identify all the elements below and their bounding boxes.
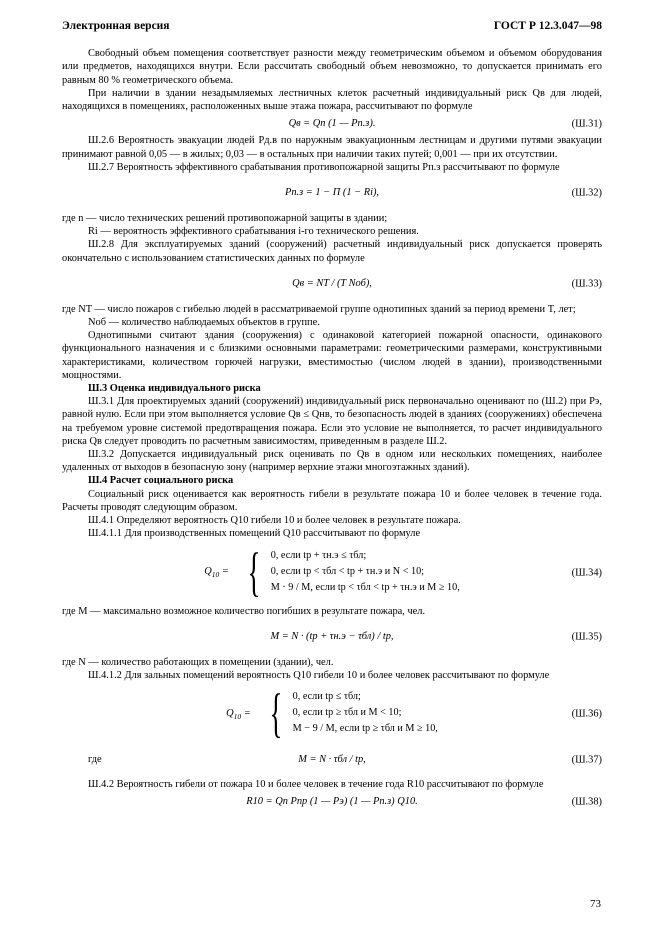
case-row: M − 9 / M, если tр ≥ τбл и M ≥ 10, [292, 723, 438, 735]
equation-number: (Ш.33) [571, 278, 602, 290]
header-right: ГОСТ Р 12.3.047—98 [493, 20, 602, 32]
section-heading: Ш.3 Оценка индивидуального риска [88, 383, 261, 395]
equation-33 [62, 269, 602, 299]
where-label: где [88, 754, 102, 766]
case-row: M · 9 / M, если tр < τбл < tр + τн.э и M ≥ 10, [270, 581, 460, 593]
equation-cases [271, 548, 460, 596]
section-heading: Ш.4 Расчет социального риска [88, 475, 234, 487]
equation-text: M = N · (tр + τн.э − τбл) / tр, [270, 630, 394, 642]
paragraph: Ш.2.8 Для эксплуатируемых зданий (сооружений) расчетный индивидуальный риск допускается проверять окончательно с использованием статистических данных по формуле [62, 239, 602, 264]
definition: Nоб — количество наблюдаемых объектов в группе. [88, 317, 320, 329]
equation-number: (Ш.35) [571, 631, 602, 643]
equation-36: $Q_{10}$ = { 0, если tр ≤ τбл; 0, если tр ≥ τбл и M < 10; M − 9 / M, если tр ≥ τбл и M ≥ 10, (Ш.36) [226, 683, 602, 744]
page-number: 73 [590, 898, 601, 910]
paragraph: Ш.4.1.2 Для зальных помещений вероятность Q10 гибели 10 и более человек рассчитывают по формуле [88, 669, 550, 681]
equation-text: Qв = Qп (1 — Pп.з). [288, 118, 376, 130]
equation-text: M = N · τбл / tр, [298, 754, 366, 766]
equation-text: R10 = Qп Pпр (1 — Pэ) (1 — Pп.з) Q10. [246, 796, 418, 808]
equation-number: (Ш.36) [571, 708, 602, 720]
case-row: 0, если tр + τн.э ≤ τбл; [270, 549, 367, 561]
paragraph: Ш.2.7 Вероятность эффективного срабатывания противопожарной защиты Pп.з рассчитывают по формуле [88, 161, 560, 173]
definition: где NT — число пожаров с гибелью людей в рассматриваемой группе однотипных зданий за период времени T, лет; [62, 303, 576, 315]
case-row: 0, если tр < τбл < tр + τн.э и N < 10; [270, 565, 424, 577]
paragraph: Ш.4.1 Определяют вероятность Q10 гибели 10 и более человек в результате пожара. [88, 515, 461, 527]
equation-35 [62, 622, 602, 652]
equation-34: $Q_{10}$ = { 0, если tр + τн.э ≤ τбл; 0, если tр < τбл < tр + τн.э и N < 10; M · 9 / M, если tр < τбл < tр + τн.э и M ≥ 10, (Ш.34) [204, 541, 602, 602]
case-row: 0, если tр ≤ τбл; [292, 691, 361, 703]
definition: где M — максимально возможное количество погибших в результате пожара, чел. [62, 605, 426, 617]
paragraph: Ш.4.2 Вероятность гибели от пожара 10 и более человек в течение года R10 рассчитывают по формуле [88, 779, 544, 791]
equation-37 [62, 746, 602, 774]
definition: где n — число технических решений противопожарной защиты в здании; [62, 213, 388, 225]
paragraph: При наличии в здании незадымляемых лестничных клеток расчетный индивидуальный риск Qв для людей, находящихся в помещениях, расположенных выше этажа пожара, рассчитывают по формуле [62, 87, 602, 113]
equation-31 [62, 117, 602, 130]
equation-number: (Ш.38) [571, 796, 602, 808]
page-header [62, 20, 602, 33]
equation-38 [62, 795, 602, 808]
equation-number: (Ш.37) [571, 754, 602, 766]
equation-text: Pп.з = 1 − Π (1 − Ri), [284, 187, 380, 199]
equation-32 [62, 178, 602, 208]
paragraph: Свободный объем помещения соответствует разности между геометрическим объемом и объемом оборудования или предметов, находящихся внутри. Если рассчитать свободный объем невозможно, то допускается принимать его равным 80 % геометрического объема. [62, 48, 602, 86]
case-row: 0, если tр ≥ τбл и M < 10; [292, 707, 402, 719]
document-page [62, 20, 602, 813]
equation-number: (Ш.31) [571, 118, 602, 130]
paragraph: Ш.4.1.1 Для производственных помещений Q10 рассчитывают по формуле [88, 528, 421, 540]
equation-cases [293, 689, 438, 737]
equation-number: (Ш.32) [571, 187, 602, 199]
equation-text: Qв = NT / (T Nоб), [292, 277, 372, 289]
paragraph: Ш.3.2 Допускается индивидуальный риск оценивать по Qв в одном или нескольких помещениях, наиболее удаленных от выходов в безопасную зону (например верхние этажи многоэтажных зданий). [62, 449, 602, 474]
paragraph: Ш.3.1 Для проектируемых зданий (сооружений) индивидуальный риск первоначально оценивают по (Ш.2) при Pэ, равной нулю. Если при этом выполняется условие Qв ≤ Qнв, то безопасность людей в зданиях (сооружениях) обеспечена на требуемом уровне системой предотвращения пожара. Если это условие не выполняется, то расчет индивидуального риска Qв следует проводить по расчетным зависимостям, приведенным в разделе Ш.2. [62, 396, 602, 447]
paragraph: Ш.2.6 Вероятность эвакуации людей Pд.в по наружным эвакуационным лестницам и другими путями эвакуации принимают равной 0,05 — в жилых; 0,03 — в остальных при наличии таких путей; 0,001 — при их отсутствии. [62, 135, 602, 160]
equation-number: (Ш.34) [571, 566, 602, 578]
paragraph: Однотипными считают здания (сооружения) с одинаковой категорией пожарной опасности, одинакового функционального назначения и с близкими основными параметрами: геометрическими размерами, конструктивными характеристиками, количеством горючей нагрузки, вместимостью (числом людей в здании), производственными мощностями. [62, 330, 602, 381]
definition: где N — количество работающих в помещении (здании), чел. [62, 656, 334, 668]
header-left: Электронная версия [62, 20, 170, 32]
definition: Ri — вероятность эффективного срабатывания i-го технического решения. [88, 226, 419, 238]
paragraph: Социальный риск оценивается как вероятность гибели в результате пожара 10 и более человек в течение года. Расчеты проводят следующим образом. [62, 488, 602, 513]
